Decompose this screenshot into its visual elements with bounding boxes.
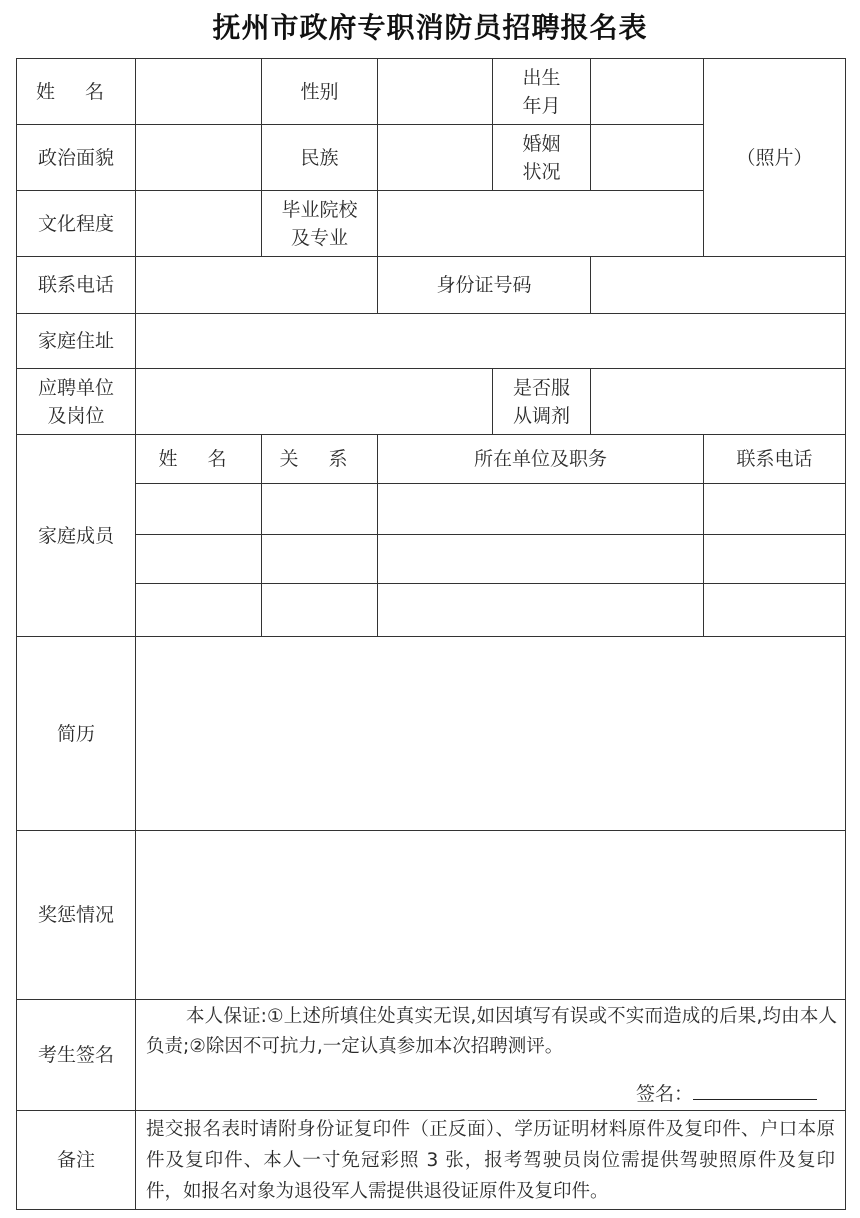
- family-cell[interactable]: [704, 535, 846, 584]
- signature-line[interactable]: [693, 1079, 817, 1100]
- label-name: 姓 名: [17, 59, 136, 125]
- label-marital: 婚姻 状况: [493, 125, 591, 191]
- label-id-number: 身份证号码: [378, 257, 591, 314]
- registration-form: [16, 58, 846, 1210]
- family-header-workplace: 所在单位及职务: [378, 435, 704, 484]
- input-rewards[interactable]: [136, 831, 846, 1000]
- label-adjust: 是否服 从调剂: [493, 369, 591, 435]
- note-text: 提交报名表时请附身份证复印件（正反面）、学历证明材料原件及复印件、户口本原件及复印件、本人一寸免冠彩照 3 张，报考驾驶员岗位需提供驾驶照原件及复印件，如报名对象为退役军人需提供退役证原件及复印件。: [146, 1118, 835, 1202]
- label-signature-section: 考生签名: [17, 1000, 136, 1111]
- label-position: 应聘单位 及岗位: [17, 369, 136, 435]
- family-cell[interactable]: [136, 584, 262, 637]
- input-birth[interactable]: [591, 59, 704, 125]
- family-header-phone: 联系电话: [704, 435, 846, 484]
- family-cell[interactable]: [262, 535, 378, 584]
- family-cell[interactable]: [378, 584, 704, 637]
- family-cell[interactable]: [704, 584, 846, 637]
- family-header-relation: 关 系: [262, 435, 378, 484]
- input-address[interactable]: [136, 314, 846, 369]
- input-education[interactable]: [136, 191, 262, 257]
- input-phone[interactable]: [136, 257, 378, 314]
- input-resume[interactable]: [136, 637, 846, 831]
- label-phone: 联系电话: [17, 257, 136, 314]
- family-cell[interactable]: [136, 535, 262, 584]
- sign-label: 签名：: [635, 1083, 693, 1105]
- input-school[interactable]: [378, 191, 704, 257]
- input-marital[interactable]: [591, 125, 704, 191]
- label-ethnicity: 民族: [262, 125, 378, 191]
- pledge-text: 本人保证:①上述所填住处真实无误,如因填写有误或不实而造成的后果,均由本人负责;②除因不可抗力,一定认真参加本次招聘测评。: [146, 1006, 837, 1057]
- form-title: 抚州市政府专职消防员招聘报名表: [212, 11, 648, 44]
- input-gender[interactable]: [378, 59, 493, 125]
- label-address: 家庭住址: [17, 314, 136, 369]
- family-cell[interactable]: [262, 584, 378, 637]
- signature-area[interactable]: [636, 1079, 817, 1108]
- input-political[interactable]: [136, 125, 262, 191]
- label-gender: 性别: [262, 59, 378, 125]
- pledge-cell: [136, 1000, 846, 1111]
- input-ethnicity[interactable]: [378, 125, 493, 191]
- input-id-number[interactable]: [591, 257, 846, 314]
- family-cell[interactable]: [704, 484, 846, 535]
- family-header-name: 姓 名: [136, 435, 262, 484]
- input-adjust[interactable]: [591, 369, 846, 435]
- family-cell[interactable]: [378, 535, 704, 584]
- family-cell[interactable]: [262, 484, 378, 535]
- family-cell[interactable]: [136, 484, 262, 535]
- family-cell[interactable]: [378, 484, 704, 535]
- label-rewards: 奖惩情况: [17, 831, 136, 1000]
- input-name[interactable]: [136, 59, 262, 125]
- label-education: 文化程度: [17, 191, 136, 257]
- label-remarks: 备注: [17, 1111, 136, 1210]
- photo-box[interactable]: （照片）: [704, 59, 846, 257]
- note-cell: [136, 1111, 846, 1210]
- label-family: 家庭成员: [17, 435, 136, 637]
- label-birth: 出生 年月: [493, 59, 591, 125]
- label-school: 毕业院校 及专业: [262, 191, 378, 257]
- label-political: 政治面貌: [17, 125, 136, 191]
- input-position[interactable]: [136, 369, 493, 435]
- label-resume: 简历: [17, 637, 136, 831]
